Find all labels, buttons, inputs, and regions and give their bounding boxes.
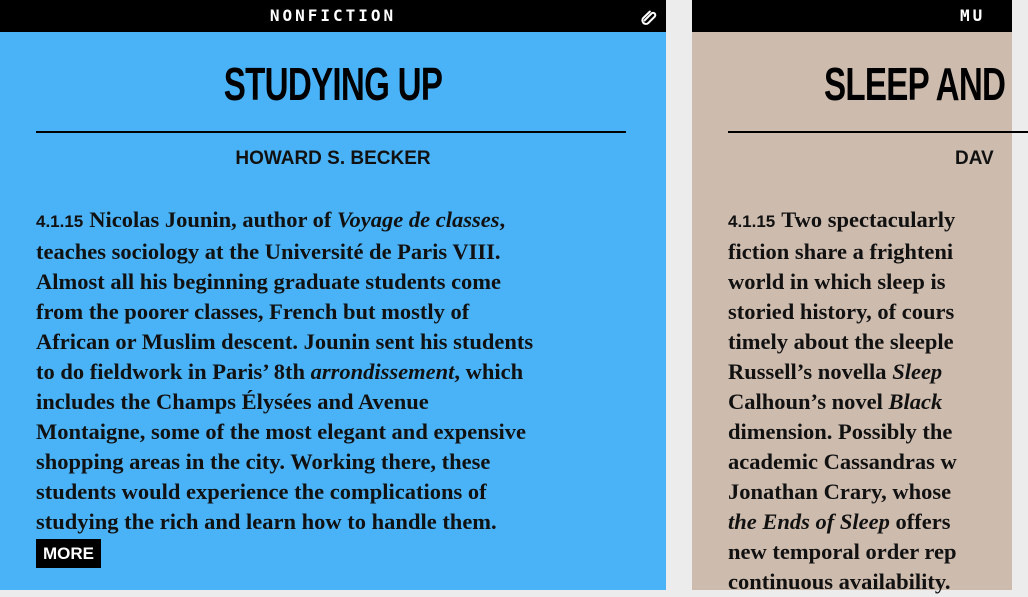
excerpt-line: 4.1.15 Nicolas Jounin, author of Voyage de classes, [36, 207, 506, 232]
excerpt-line: from the poorer classes, French but mostly of [36, 299, 470, 324]
excerpt-line: Almost all his beginning graduate students come [36, 269, 502, 294]
excerpt-line: studying the rich and learn how to handle them. [36, 509, 497, 534]
excerpt-line: timely about the sleeple [728, 329, 954, 354]
excerpt-line: the Ends of Sleep offers [728, 509, 951, 534]
excerpt-line: continuous availability. [728, 569, 951, 594]
excerpt-line: Montaigne, some of the most elegant and expensive [36, 419, 526, 444]
article-date: 4.1.15 [728, 212, 776, 231]
article-author[interactable]: HOWARD S. BECKER [235, 148, 431, 169]
article-date: 4.1.15 [36, 212, 84, 231]
more-button[interactable]: MORE [36, 539, 101, 568]
paperclip-icon[interactable] [640, 7, 658, 25]
article-card-sleep[interactable] [692, 0, 1012, 594]
excerpt-line: teaches sociology at the Université de Paris VIII. [36, 239, 501, 264]
title-divider [728, 131, 1028, 133]
category-label[interactable]: NONFICTION [269, 6, 397, 25]
excerpt-line: Jonathan Crary, whose [728, 479, 952, 504]
excerpt-line: world in which sleep is [728, 269, 946, 294]
excerpt-line: students would experience the complications of [36, 479, 487, 504]
excerpt-line: new temporal order rep [728, 539, 957, 564]
excerpt-line: fiction share a frighteni [728, 239, 954, 264]
category-bar [0, 0, 666, 32]
excerpt-line: storied history, of cours [728, 299, 955, 324]
excerpt-line: includes the Champs Élysées and Avenue [36, 389, 429, 414]
article-excerpt [728, 205, 1028, 597]
title-divider [36, 131, 626, 133]
category-label[interactable]: MU [960, 6, 986, 25]
excerpt-line: to do fieldwork in Paris’ 8th arrondissement, which [36, 359, 524, 384]
category-bar [692, 0, 1012, 32]
excerpt-line: 4.1.15 Two spectacularly [728, 207, 956, 232]
article-excerpt [36, 205, 636, 568]
article-title[interactable]: SLEEP AND [824, 58, 1006, 110]
excerpt-line: Calhoun’s novel Black [728, 389, 943, 414]
article-title[interactable]: STUDYING UP [223, 58, 443, 110]
excerpt-line: African or Muslim descent. Jounin sent his students [36, 329, 534, 354]
excerpt-line: dimension. Possibly the [728, 419, 953, 444]
excerpt-line: Russell’s novella Sleep [728, 359, 943, 384]
excerpt-line: shopping areas in the city. Working there, these [36, 449, 491, 474]
excerpt-line: academic Cassandras w [728, 449, 957, 474]
article-author[interactable]: DAV [955, 148, 994, 169]
